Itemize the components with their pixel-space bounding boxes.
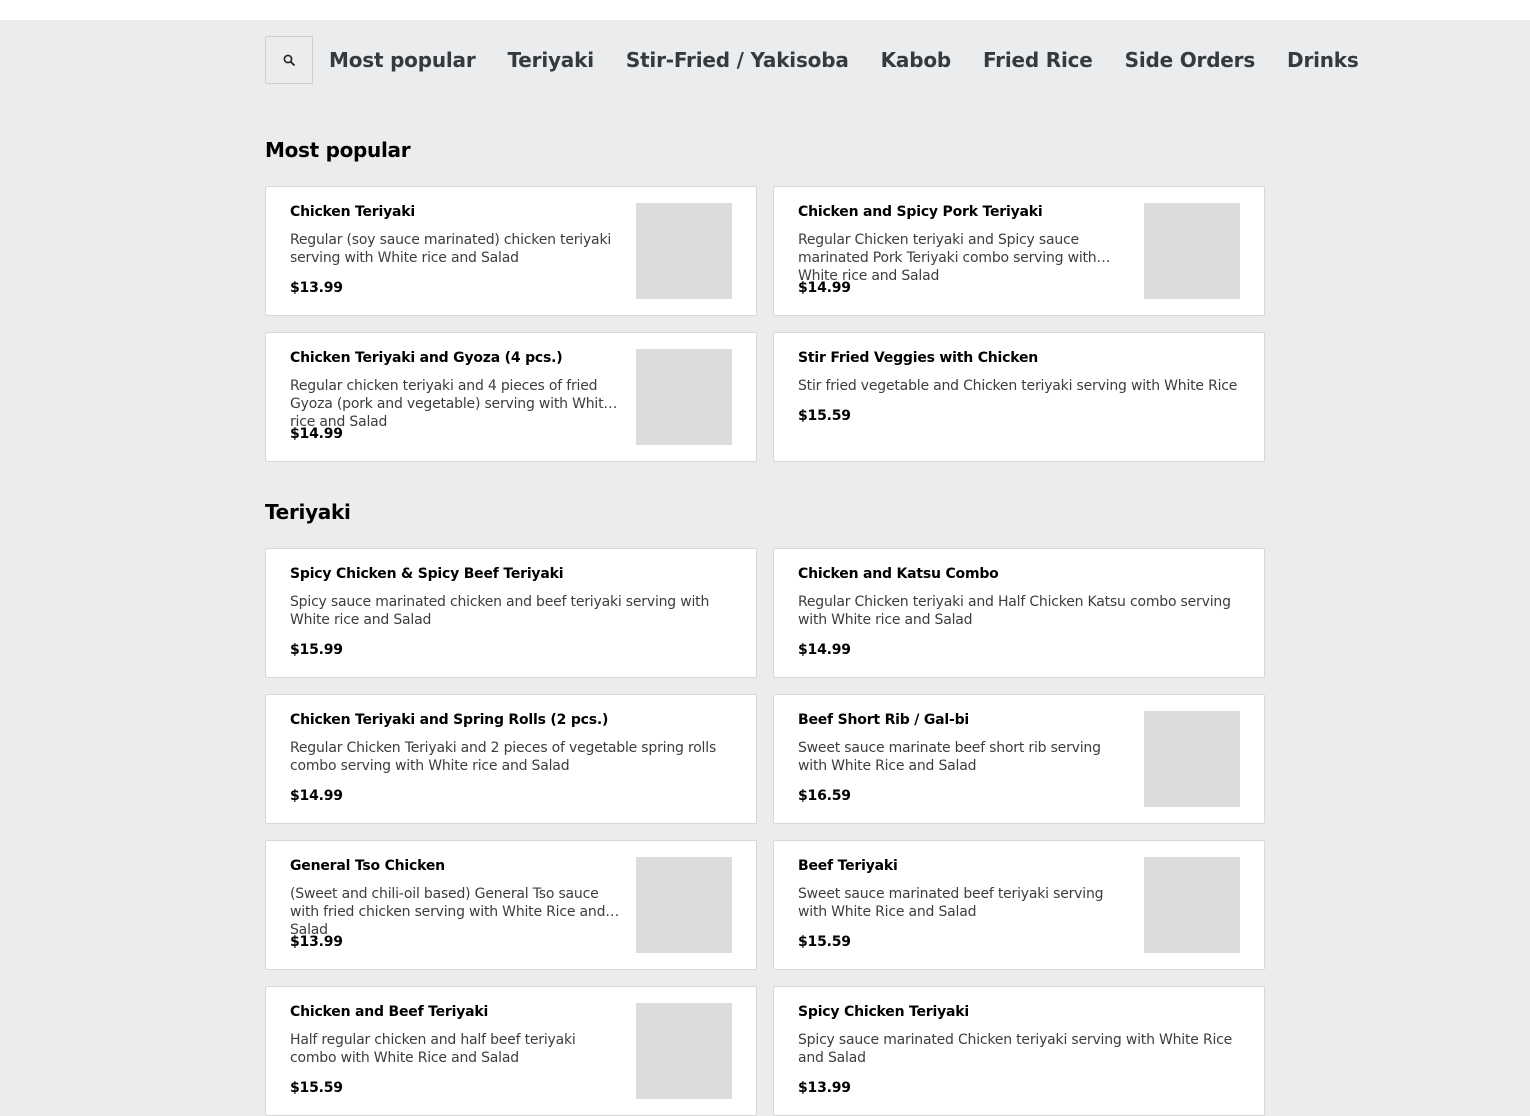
menu-item-price: $15.99 [290,642,343,658]
menu-item-name: General Tso Chicken [290,858,445,874]
menu-item-name: Spicy Chicken Teriyaki [798,1004,969,1020]
menu-item-description: Regular Chicken teriyaki and Half Chicken Katsu combo serving with White rice and Salad [798,594,1231,628]
menu-item-card[interactable] [265,840,757,970]
menu-item-price: $16.59 [798,788,851,804]
menu-item-name: Chicken and Beef Teriyaki [290,1004,489,1020]
menu-item-description: Stir fried vegetable and Chicken teriyaki serving with White Rice [798,378,1238,394]
menu-item-description: Regular Chicken Teriyaki and 2 pieces of vegetable spring rolls combo serving with White rice and Salad [290,740,717,774]
menu-item-text [798,349,1240,425]
menu-item-image [1144,857,1240,953]
nav-tab-fried-rice[interactable]: Fried Rice [983,48,1093,72]
menu-item-price: $14.99 [290,788,343,804]
nav-tab-side-orders[interactable]: Side Orders [1124,48,1256,72]
menu-item-description: Spicy sauce marinated Chicken teriyaki serving with White Rice and Salad [798,1032,1233,1066]
menu-item-description: Regular chicken teriyaki and 4 pieces of fried Gyoza (pork and vegetable) serving with White rice and Salad [290,378,612,430]
menu-item-price: $15.59 [290,1080,343,1096]
category-nav [265,36,1359,84]
menu-item-card[interactable] [773,332,1265,462]
menu-item-card[interactable] [773,694,1265,824]
nav-tab-kabob[interactable]: Kabob [880,48,951,72]
menu-item-text [290,565,732,659]
menu-item-text [290,711,732,805]
menu-item-price: $14.99 [290,426,343,442]
menu-item-card[interactable] [773,186,1265,316]
menu-item-card[interactable] [265,186,757,316]
menu-item-text [798,565,1240,659]
menu-item-image [636,349,732,445]
section-title-teriyaki: Teriyaki [265,500,351,524]
menu-item-description: (Sweet and chili-oil based) General Tso sauce with fried chicken serving with White Rice and Salad [290,886,606,938]
menu-item-name: Chicken Teriyaki and Gyoza (4 pcs.) [290,350,563,366]
search-button[interactable] [265,36,313,84]
menu-item-price: $14.99 [798,642,851,658]
menu-item-card[interactable] [265,332,757,462]
menu-item-image [1144,203,1240,299]
menu-item-card[interactable] [773,840,1265,970]
menu-item-card[interactable] [265,986,757,1116]
menu-item-text [798,711,1132,805]
menu-item-text [798,1003,1240,1097]
menu-item-card[interactable] [265,694,757,824]
menu-item-card[interactable] [265,548,757,678]
nav-tab-drinks[interactable]: Drinks [1287,48,1359,72]
nav-tab-teriyaki[interactable]: Teriyaki [507,48,594,72]
menu-item-text [798,203,1132,297]
menu-item-description: Sweet sauce marinated beef teriyaki serving with White Rice and Salad [798,886,1104,920]
menu-item-description: Regular Chicken teriyaki and Spicy sauce marinated Pork Teriyaki combo serving with White rice and Salad [798,232,1097,284]
menu-item-name: Spicy Chicken & Spicy Beef Teriyaki [290,566,564,582]
menu-item-name: Chicken Teriyaki and Spring Rolls (2 pcs.) [290,712,609,728]
nav-tab-most-popular[interactable]: Most popular [329,48,476,72]
menu-item-name: Chicken and Katsu Combo [798,566,999,582]
menu-item-description: Half regular chicken and half beef teriyaki combo with White Rice and Salad [290,1032,576,1066]
menu-item-image [636,857,732,953]
menu-item-price: $13.99 [798,1080,851,1096]
top-bar [0,0,1530,20]
menu-item-price: $15.59 [798,934,851,950]
menu-item-text [290,1003,624,1097]
menu-item-price: $13.99 [290,280,343,296]
menu-item-name: Stir Fried Veggies with Chicken [798,350,1039,366]
menu-item-text [290,857,624,951]
section-title-most-popular: Most popular [265,138,411,162]
menu-item-price: $14.99 [798,280,851,296]
menu-item-price: $13.99 [290,934,343,950]
nav-tab-stir-fried[interactable]: Stir-Fried / Yakisoba [625,48,849,72]
menu-item-name: Chicken and Spicy Pork Teriyaki [798,204,1043,220]
menu-item-image [636,203,732,299]
menu-item-card[interactable] [773,548,1265,678]
teriyaki-grid [265,548,1265,1116]
menu-item-price: $15.59 [798,408,851,424]
menu-item-description: Spicy sauce marinated chicken and beef teriyaki serving with White rice and Salad [290,594,710,628]
menu-item-image [636,1003,732,1099]
menu-item-name: Beef Teriyaki [798,858,898,874]
menu-item-image [1144,711,1240,807]
menu-item-name: Beef Short Rib / Gal-bi [798,712,969,728]
menu-item-description: Sweet sauce marinate beef short rib serving with White Rice and Salad [798,740,1101,774]
menu-item-card[interactable] [773,986,1265,1116]
search-icon [283,54,295,66]
menu-item-text [290,349,624,443]
menu-item-name: Chicken Teriyaki [290,204,415,220]
menu-item-description: Regular (soy sauce marinated) chicken teriyaki serving with White rice and Salad [290,232,612,266]
menu-item-text [798,857,1132,951]
most-popular-grid [265,186,1265,462]
menu-item-text [290,203,624,297]
